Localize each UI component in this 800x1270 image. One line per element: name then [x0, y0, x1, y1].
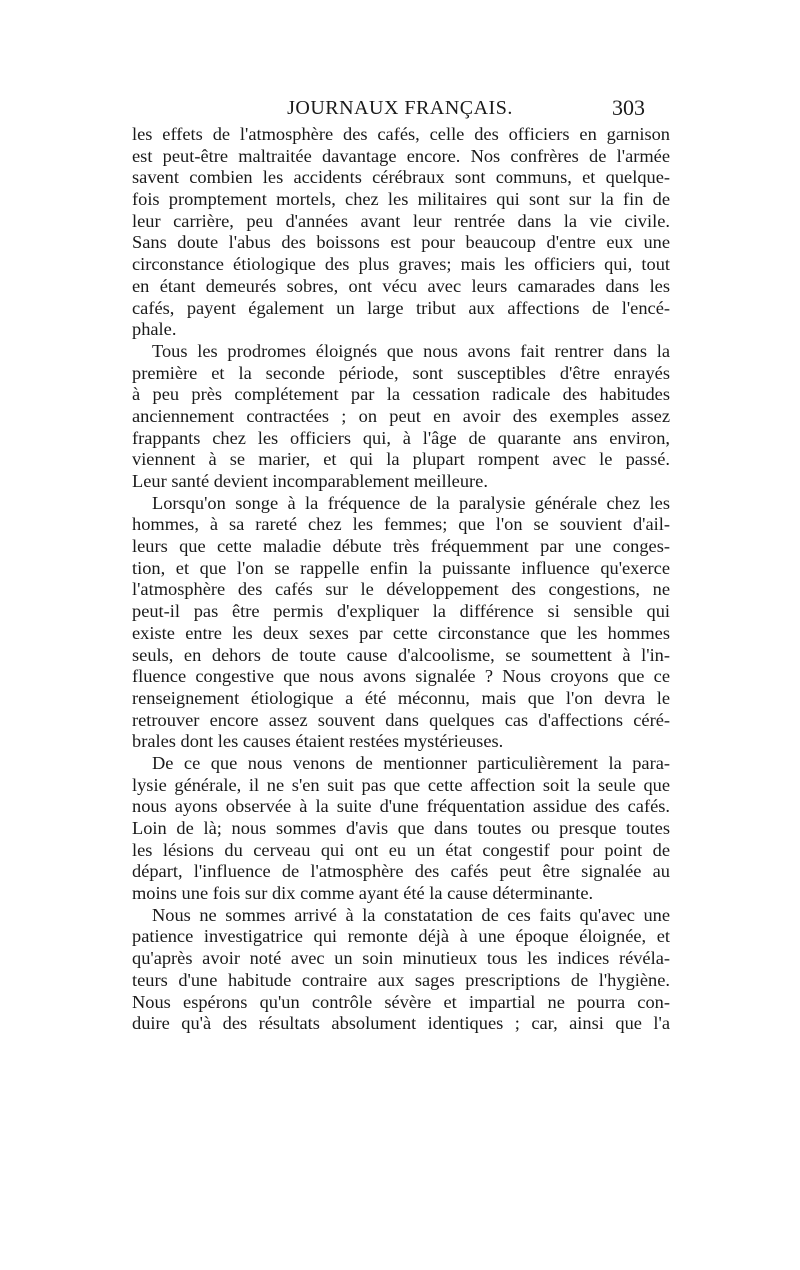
text-line: Sans doute l'abus des boissons est pour beaucoup d'entre eux une: [132, 232, 670, 253]
text-line: duire qu'à des résultats absolument identiques ; car, ainsi que l'a: [132, 1013, 670, 1034]
text-line: à peu près complétement par la cessation radicale des habitudes: [132, 384, 670, 405]
text-line: départ, l'influence de l'atmosphère des cafés peut être signalée au: [132, 861, 670, 882]
text-line: qu'après avoir noté avec un soin minutieux tous les indices révéla-: [132, 948, 670, 969]
text-line: existe entre les deux sexes par cette circonstance que les hommes: [132, 622, 670, 643]
text-line: les effets de l'atmosphère des cafés, celle des officiers en garnison: [132, 124, 670, 144]
text-line: leur carrière, peu d'années avant leur rentrée dans la vie civile.: [132, 210, 670, 231]
text-line: anciennement contractées ; on peut en avoir des exemples assez: [132, 405, 670, 426]
text-line: fois promptement mortels, chez les militaires qui sont sur la fin de: [132, 189, 670, 210]
text-line: fluence congestive que nous avons signalée ? Nous croyons que ce: [132, 666, 670, 687]
text-line: est peut-être maltraitée davantage encore. Nos confrères de l'armée: [132, 145, 670, 166]
text-line: Loin de là; nous sommes d'avis que dans toutes ou presque toutes: [132, 818, 670, 838]
text-line: lysie générale, il ne s'en suit pas que cette affection soit la seule que: [132, 774, 670, 795]
text-line: teurs d'une habitude contraire aux sages prescriptions de l'hygiène.: [132, 969, 670, 990]
text-line: hommes, à sa rareté chez les femmes; que l'on se souvient d'ail-: [132, 514, 670, 535]
text-line: seuls, en dehors de toute cause d'alcoolisme, se soumettent à l'in-: [132, 644, 670, 665]
text-line: l'atmosphère des cafés sur le développement des congestions, ne: [132, 579, 670, 600]
text-line: Lorsqu'on songe à la fréquence de la paralysie générale chez les: [152, 492, 670, 513]
text-line: les lésions du cerveau qui ont eu un état congestif pour point de: [132, 839, 670, 860]
text-line: nous ayons observée à la suite d'une fréquentation assidue des cafés.: [132, 796, 670, 817]
text-line: patience investigatrice qui remonte déjà à une époque éloignée, et: [132, 926, 670, 947]
text-line: Leur santé devient incomparablement meilleure.: [132, 471, 488, 491]
text-line: renseignement étiologique a été méconnu, mais que l'on devra le: [132, 687, 670, 708]
text-line: viennent à se marier, et qui la plupart rompent avec le passé.: [132, 449, 670, 470]
text-line: cafés, payent également un large tribut aux affections de l'encé-: [132, 297, 670, 318]
text-line: peut-il pas être permis d'expliquer la différence si sensible qui: [132, 601, 670, 622]
text-line: savent combien les accidents cérébraux sont communs, et quelque-: [132, 167, 670, 188]
text-line: en étant demeurés sobres, ont vécu avec leurs camarades dans les: [132, 275, 670, 296]
body-text: [132, 124, 670, 1035]
text-line: leurs que cette maladie débute très fréquemment par une conges-: [132, 536, 670, 557]
text-line: frappants chez les officiers qui, à l'âge de quarante ans environ,: [132, 427, 670, 448]
text-line: Tous les prodromes éloignés que nous avons fait rentrer dans la: [152, 340, 670, 361]
text-line: circonstance étiologique des plus graves; mais les officiers qui, tout: [132, 254, 670, 275]
text-line: Nous ne sommes arrivé à la constatation de ces faits qu'avec une: [152, 904, 670, 925]
text-line: première et la seconde période, sont susceptibles d'être enrayés: [132, 362, 670, 383]
text-line: moins une fois sur dix comme ayant été la cause déterminante.: [132, 883, 594, 904]
text-line: phale.: [132, 319, 177, 340]
running-header: JOURNAUX FRANÇAIS.: [287, 97, 513, 119]
text-line: De ce que nous venons de mentionner particulièrement la para-: [152, 752, 670, 773]
text-line: Nous espérons qu'un contrôle sévère et impartial ne pourra con-: [132, 991, 670, 1012]
page-number: 303: [612, 95, 645, 120]
text-line: retrouver encore assez souvent dans quelques cas d'affections céré-: [132, 709, 670, 730]
text-line: brales dont les causes étaient restées mystérieuses.: [132, 731, 504, 752]
text-line: tion, et que l'on se rappelle enfin la puissante influence qu'exerce: [132, 557, 670, 578]
